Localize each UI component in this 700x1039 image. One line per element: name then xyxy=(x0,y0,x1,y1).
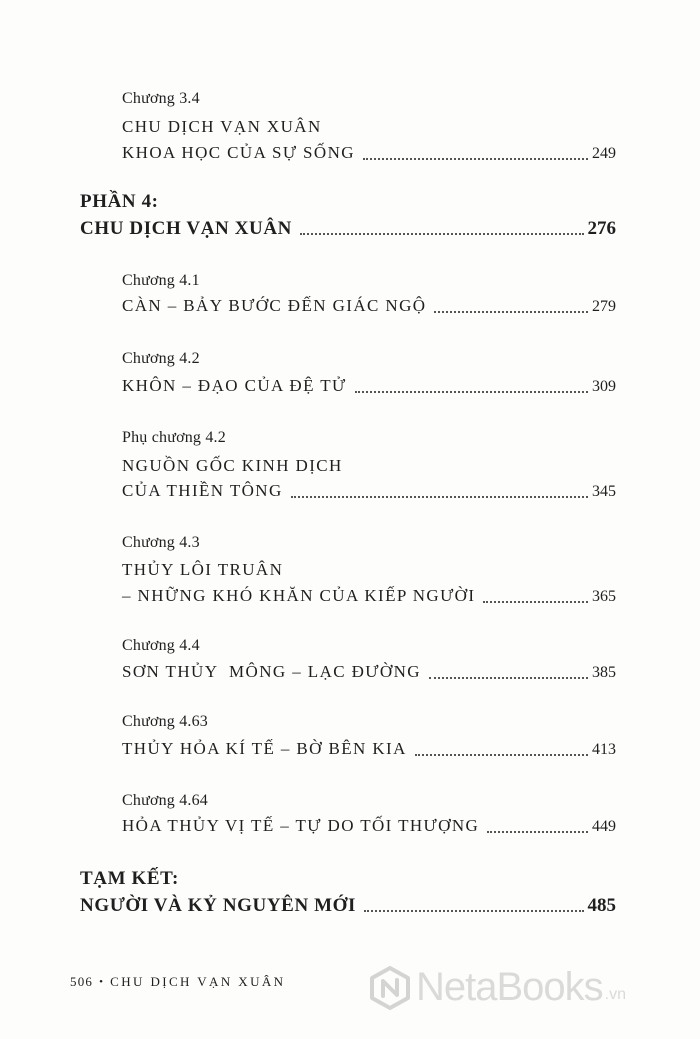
toc-entry-row[interactable] xyxy=(122,816,616,840)
part-entry-row[interactable] xyxy=(80,895,616,919)
chapter-label: Chương 4.1 xyxy=(122,272,200,289)
chapter-title-line: HỎA THỦY VỊ TẾ – TỰ DO TỐI THƯỢNG xyxy=(122,816,480,835)
chapter-title-line: CÀN – BẢY BƯỚC ĐẾN GIÁC NGỘ xyxy=(122,296,427,315)
dot-leader xyxy=(364,909,583,912)
toc-entry-row[interactable] xyxy=(122,376,616,400)
page-number: 249 xyxy=(592,145,616,162)
toc-entry-row[interactable] xyxy=(122,586,616,610)
toc-entry-row[interactable] xyxy=(122,296,616,320)
watermark-suffix: .vn xyxy=(604,985,627,1003)
chapter-title-line: CỦA THIỀN TÔNG xyxy=(122,481,283,500)
chapter-title-line: SƠN THỦY MÔNG – LẠC ĐƯỜNG xyxy=(122,662,421,681)
watermark-brand: NetaBooks xyxy=(416,965,603,1009)
netabooks-logo-icon xyxy=(368,966,412,1010)
chapter-label: Chương 4.63 xyxy=(122,713,209,730)
chapter-title-line: – NHỮNG KHÓ KHĂN CỦA KIẾP NGƯỜI xyxy=(122,586,476,605)
toc-entry-row[interactable] xyxy=(122,143,616,167)
chapter-label: Phụ chương 4.2 xyxy=(122,429,226,446)
chapter-label: Chương 4.64 xyxy=(122,792,209,809)
toc-entry-row[interactable] xyxy=(122,481,616,505)
toc-entry-row[interactable] xyxy=(122,662,616,686)
chapter-label: Chương 4.4 xyxy=(122,637,200,654)
page-number: 309 xyxy=(592,378,616,395)
dot-leader xyxy=(487,830,588,833)
page-number: 413 xyxy=(592,741,616,758)
part-heading: TẠM KẾT: xyxy=(80,868,179,889)
footer-page-number: 506 xyxy=(70,974,94,989)
dot-leader xyxy=(300,232,584,235)
footer-book-title: CHU DỊCH VẠN XUÂN xyxy=(110,974,286,989)
dot-leader xyxy=(483,600,588,603)
part-title: NGƯỜI VÀ KỶ NGUYÊN MỚI xyxy=(80,895,357,916)
part-entry-row[interactable] xyxy=(80,218,616,242)
footer-bullet: • xyxy=(99,976,105,988)
chapter-title-line: THỦY LÔI TRUÂN xyxy=(122,560,284,579)
chapter-title-line: THỦY HỎA KÍ TẾ – BỜ BÊN KIA xyxy=(122,739,407,758)
page-number: 279 xyxy=(592,298,616,315)
chapter-label: Chương 3.4 xyxy=(122,90,200,107)
chapter-title-line: CHU DỊCH VẠN XUÂN xyxy=(122,117,322,136)
page-number: 449 xyxy=(592,818,616,835)
page-number: 485 xyxy=(587,895,616,916)
toc-entry-row[interactable] xyxy=(122,739,616,763)
part-title: CHU DỊCH VẠN XUÂN xyxy=(80,218,292,239)
part-heading: PHẦN 4: xyxy=(80,191,159,212)
dot-leader xyxy=(434,310,588,313)
dot-leader xyxy=(355,390,588,393)
chapter-title-line: KHOA HỌC CỦA SỰ SỐNG xyxy=(122,143,355,162)
page-number: 365 xyxy=(592,588,616,605)
page-number: 276 xyxy=(587,218,616,239)
dot-leader xyxy=(291,495,588,498)
dot-leader xyxy=(415,753,588,756)
page-footer xyxy=(70,974,285,990)
chapter-title-line: NGUỒN GỐC KINH DỊCH xyxy=(122,456,343,475)
page-number: 345 xyxy=(592,483,616,500)
watermark xyxy=(368,965,626,1010)
chapter-label: Chương 4.2 xyxy=(122,350,200,367)
dot-leader xyxy=(363,157,588,160)
dot-leader xyxy=(429,676,588,679)
page-number: 385 xyxy=(592,664,616,681)
chapter-title-line: KHÔN – ĐẠO CỦA ĐỆ TỬ xyxy=(122,376,347,395)
chapter-label: Chương 4.3 xyxy=(122,534,200,551)
